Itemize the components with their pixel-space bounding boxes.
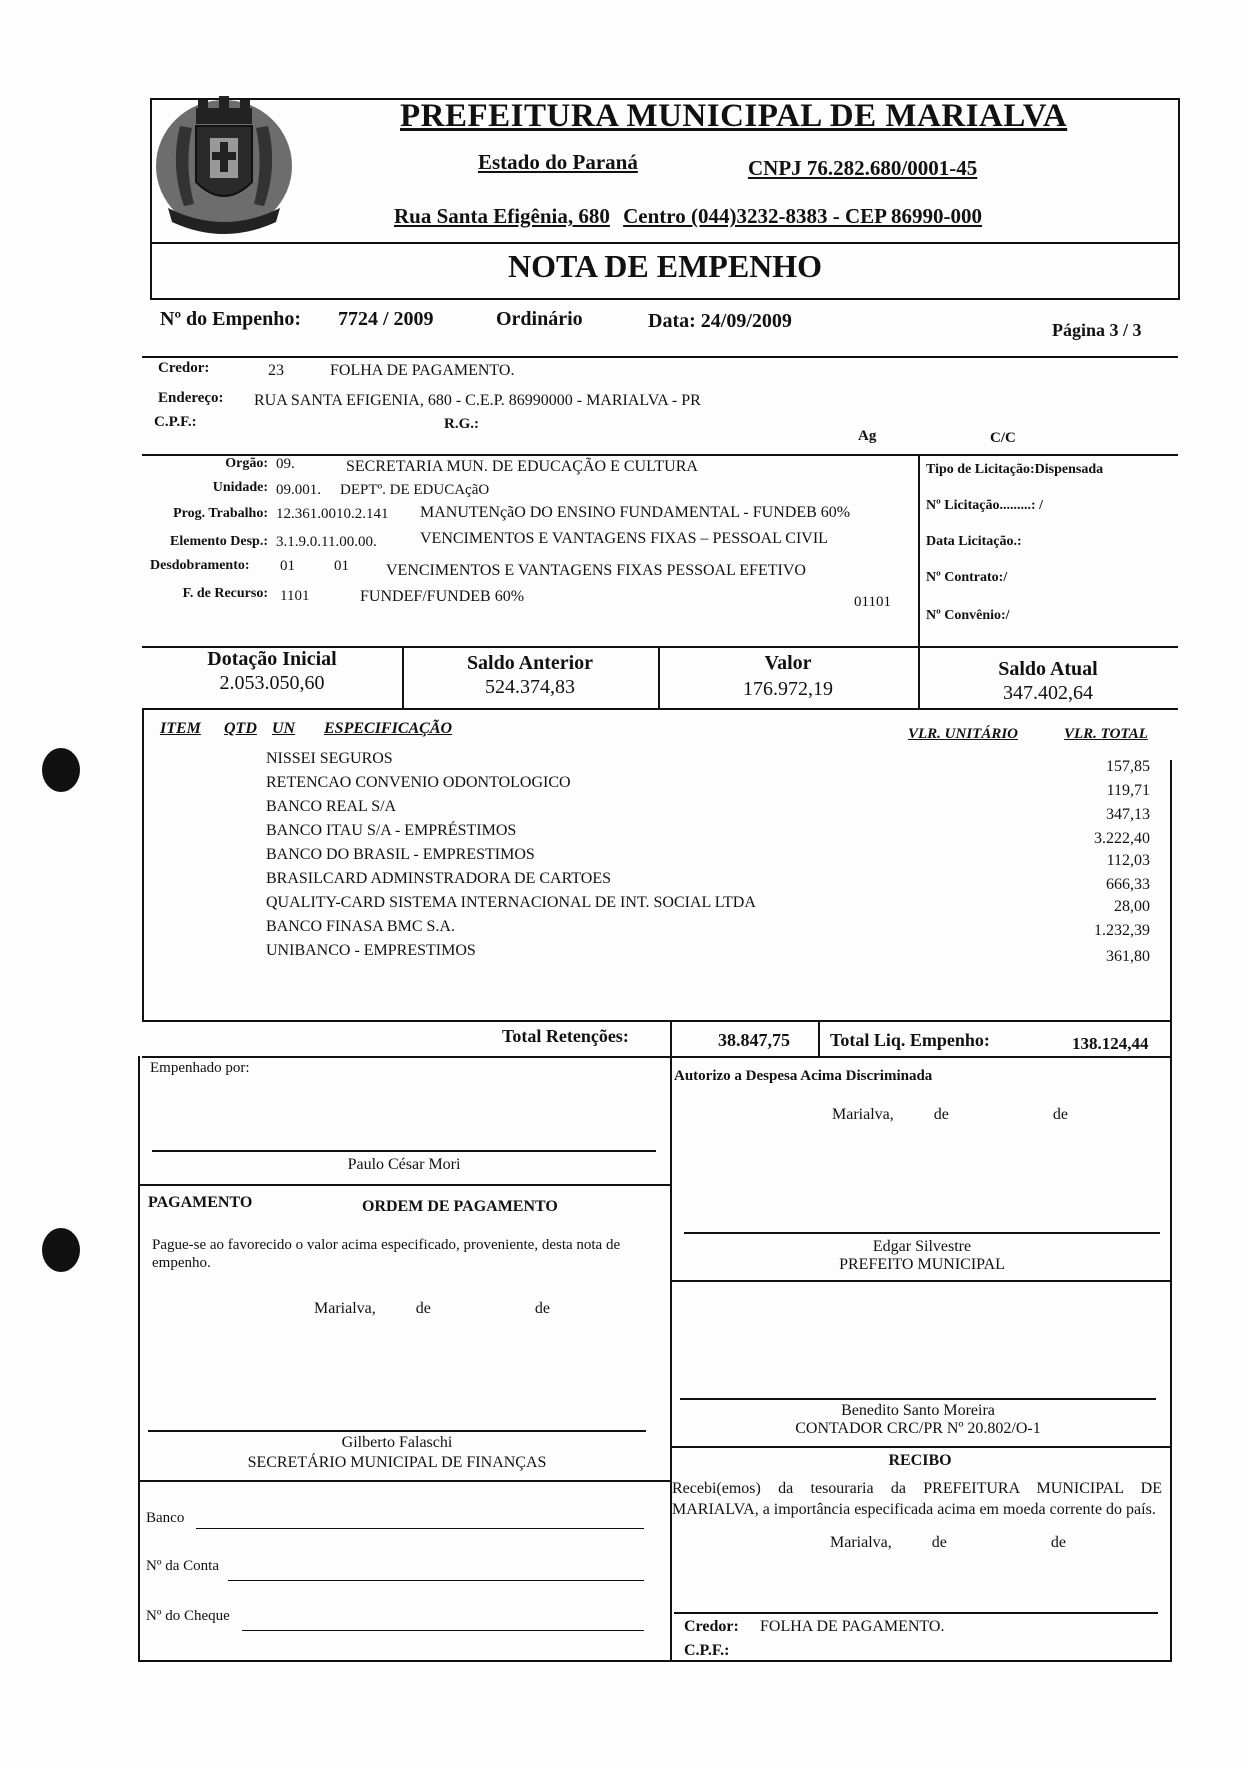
convenio-numero: Nº Convênio:/	[926, 608, 1010, 623]
rg-label: R.G.:	[444, 416, 479, 432]
col-item: ITEM	[160, 720, 201, 737]
municipal-coat-of-arms-logo	[150, 86, 298, 242]
list-item: BANCO REAL S/A	[266, 798, 397, 815]
orgao-label: Orgão:	[225, 456, 268, 471]
list-item-total: 1.232,39	[1094, 922, 1150, 939]
contador-title: CONTADOR CRC/PR Nº 20.802/O-1	[795, 1420, 1041, 1437]
pagamento-date-line: Marialva, de de	[314, 1300, 550, 1317]
signature-bottom-line	[138, 1660, 1172, 1662]
list-item: UNIBANCO - EMPRESTIMOS	[266, 942, 476, 959]
signature-center-divider	[670, 1056, 672, 1660]
list-item: BANCO DO BRASIL - EMPRESTIMOS	[266, 846, 535, 863]
state-name: Estado do Paraná	[478, 150, 638, 174]
left-section-line-1	[138, 1184, 670, 1186]
orgao-name: SECRETARIA MUN. DE EDUCAÇÃO E CULTURA	[346, 458, 698, 475]
recibo-signature-line	[674, 1612, 1158, 1614]
cpf-label: C.P.F.:	[154, 414, 197, 430]
contact-cep: Centro (044)3232-8383 - CEP 86990-000	[623, 204, 983, 228]
credor-code: 23	[268, 362, 284, 379]
prog-label: Prog. Trabalho:	[173, 506, 268, 521]
saldo-anterior-value: 524.374,83	[485, 676, 575, 698]
total-retencoes-label: Total Retenções:	[502, 1026, 629, 1046]
list-item-total: 666,33	[1106, 876, 1150, 893]
list-item-total: 361,80	[1106, 948, 1150, 965]
secretario-name: Gilberto Falaschi	[341, 1434, 453, 1451]
prog-code: 12.361.0010.2.141	[276, 506, 389, 522]
total-retencoes-value: 38.847,75	[718, 1030, 790, 1050]
empenho-number: 7724 / 2009	[338, 308, 434, 330]
list-item-total: 347,13	[1106, 806, 1150, 823]
totals-divider-1	[670, 1020, 672, 1056]
list-item: BANCO FINASA BMC S.A.	[266, 918, 455, 935]
recibo-date-line: Marialva, de de	[830, 1534, 1066, 1551]
dotacao-value: 2.053.050,60	[219, 672, 325, 694]
list-item: QUALITY-CARD SISTEMA INTERNACIONAL DE INT. SOCIAL LTDA	[266, 894, 756, 911]
credor-address: RUA SANTA EFIGENIA, 680 - C.E.P. 86990000 - MARIALVA - PR	[254, 392, 701, 409]
prefeito-title: PREFEITO MUNICIPAL	[839, 1256, 1005, 1273]
right-section-line-2	[670, 1446, 1170, 1448]
punch-hole-bottom	[42, 1228, 80, 1272]
cc-label: C/C	[990, 430, 1016, 446]
prefeito-name: Edgar Silvestre	[872, 1238, 972, 1255]
orgao-code: 09.	[276, 456, 295, 472]
valor-value: 176.972,19	[743, 678, 833, 700]
totals-bottom-line	[142, 1056, 1172, 1058]
recibo-cpf-label: C.P.F.:	[684, 1642, 730, 1659]
unidade-label: Unidade:	[212, 480, 268, 495]
right-section-line-1	[670, 1280, 1170, 1282]
desdobramento-code1: 01	[280, 558, 295, 574]
autorizo-date-line: Marialva, de de	[832, 1106, 1068, 1123]
contador-name: Benedito Santo Moreira	[841, 1402, 995, 1419]
list-item: BRASILCARD ADMINSTRADORA DE CARTOES	[266, 870, 612, 887]
credor-name: FOLHA DE PAGAMENTO.	[330, 362, 515, 379]
dotacao-label: Dotação Inicial	[207, 648, 337, 670]
recurso-extra-code: 01101	[854, 594, 891, 610]
prog-name: MANUTENçãO DO ENSINO FUNDAMENTAL - FUNDEB 60%	[420, 504, 851, 521]
autorizo-text: Autorizo a Despesa Acima Discriminada	[674, 1068, 933, 1084]
saldos-bottom-line	[142, 708, 1178, 710]
col-qtd: QTD	[224, 720, 257, 737]
page-number: Página 3 / 3	[1052, 320, 1142, 340]
pague-se-text: Pague-se ao favorecido o valor acima especificado, proveniente, desta nota de empenho.	[152, 1237, 621, 1271]
empenhado-name: Paulo César Mori	[347, 1156, 461, 1173]
elemento-name: VENCIMENTOS E VANTAGENS FIXAS – PESSOAL CIVIL	[420, 530, 828, 547]
empenhado-por-label: Empenhado por:	[150, 1060, 250, 1076]
municipality-title: PREFEITURA MUNICIPAL DE MARIALVA	[400, 98, 1068, 134]
credor-label: Credor:	[158, 360, 210, 376]
desdobramento-name: VENCIMENTOS E VANTAGENS FIXAS PESSOAL EFETIVO	[386, 562, 806, 579]
list-item: BANCO ITAU S/A - EMPRÉSTIMOS	[266, 822, 517, 839]
col-vlr-total: VLR. TOTAL	[1064, 726, 1148, 742]
recibo-text: Recebi(emos) da tesouraria da PREFEITURA MUNICIPAL DE MARIALVA, a importância especificada acima em moeda corrente do país.	[672, 1480, 1162, 1518]
ordem-pagamento-label: ORDEM DE PAGAMENTO	[362, 1198, 558, 1215]
contrato-numero: Nº Contrato:/	[926, 570, 1008, 585]
items-right-border	[1170, 760, 1172, 1660]
address-label: Endereço:	[158, 390, 224, 406]
total-liquido-value: 138.124,44	[1072, 1034, 1149, 1053]
empenho-number-label: Nº do Empenho:	[160, 308, 302, 330]
licitacao-tipo: Tipo de Licitação:Dispensada	[926, 462, 1104, 477]
list-item-total: 119,71	[1106, 782, 1150, 799]
list-item-total: 112,03	[1106, 852, 1150, 869]
recurso-label: F. de Recurso:	[182, 586, 268, 601]
recurso-name: FUNDEF/FUNDEB 60%	[360, 588, 525, 605]
secretario-title: SECRETÁRIO MUNICIPAL DE FINANÇAS	[247, 1454, 547, 1471]
unidade-code: 09.001.	[276, 482, 321, 498]
signature-left-border	[138, 1056, 140, 1660]
prefeito-signature-line	[684, 1232, 1160, 1234]
header-divider	[150, 242, 1180, 244]
recibo-credor-name: FOLHA DE PAGAMENTO.	[760, 1618, 945, 1635]
empenho-divider	[142, 356, 1178, 358]
list-item-total: 157,85	[1106, 758, 1150, 775]
totals-divider-2	[818, 1020, 820, 1056]
items-left-border	[142, 708, 144, 1020]
desdobramento-label: Desdobramento:	[150, 558, 250, 573]
header-address	[394, 204, 982, 229]
empenho-type: Ordinário	[496, 308, 583, 330]
banco-label: Banco	[146, 1510, 185, 1526]
licitacao-data: Data Licitação.:	[926, 534, 1022, 549]
list-item: NISSEI SEGUROS	[266, 750, 393, 767]
recurso-code: 1101	[280, 588, 310, 604]
pagamento-label: PAGAMENTO	[148, 1194, 253, 1211]
classification-divider	[918, 454, 920, 648]
punch-hole-top	[42, 748, 80, 792]
empenhado-signature-line	[152, 1150, 656, 1152]
saldo-anterior-label: Saldo Anterior	[466, 652, 594, 674]
col-vlr-unitario: VLR. UNITÁRIO	[908, 726, 1019, 742]
desdobramento-code2: 01	[334, 558, 349, 574]
banco-field-line[interactable]	[196, 1528, 644, 1529]
contador-signature-line	[680, 1398, 1156, 1400]
col-especificacao: ESPECIFICAÇÃO	[324, 720, 453, 737]
valor-label: Valor	[764, 652, 812, 674]
list-item-total: 28,00	[1114, 898, 1150, 915]
conta-label: Nº da Conta	[146, 1558, 219, 1574]
elemento-code: 3.1.9.0.11.00.00.	[276, 534, 377, 550]
empenho-date: Data: 24/09/2009	[648, 310, 792, 332]
cheque-field-line[interactable]	[242, 1630, 644, 1631]
conta-field-line[interactable]	[228, 1580, 644, 1581]
list-item-total: 3.222,40	[1094, 830, 1150, 847]
list-item: RETENCAO CONVENIO ODONTOLOGICO	[266, 774, 571, 791]
totals-top-line	[142, 1020, 1172, 1022]
cnpj: CNPJ 76.282.680/0001-45	[748, 156, 978, 180]
credor-divider	[142, 454, 1178, 456]
document-title: NOTA DE EMPENHO	[507, 248, 823, 284]
left-section-line-2	[138, 1480, 670, 1482]
recibo-label: RECIBO	[888, 1452, 952, 1469]
recibo-credor-label: Credor:	[684, 1618, 739, 1635]
col-un: UN	[272, 720, 296, 737]
elemento-label: Elemento Desp.:	[170, 534, 268, 549]
street-address: Rua Santa Efigênia, 680	[394, 204, 610, 228]
unidade-name: DEPTº. DE EDUCAçãO	[340, 482, 490, 498]
saldo-atual-value: 347.402,64	[1003, 682, 1093, 704]
secretario-signature-line	[148, 1430, 646, 1432]
total-liquido-label: Total Liq. Empenho:	[830, 1030, 990, 1050]
saldo-atual-label: Saldo Atual	[998, 658, 1098, 680]
ag-label: Ag	[858, 428, 877, 444]
cheque-label: Nº do Cheque	[146, 1608, 230, 1624]
licitacao-numero: Nº Licitação.........: /	[926, 498, 1043, 513]
